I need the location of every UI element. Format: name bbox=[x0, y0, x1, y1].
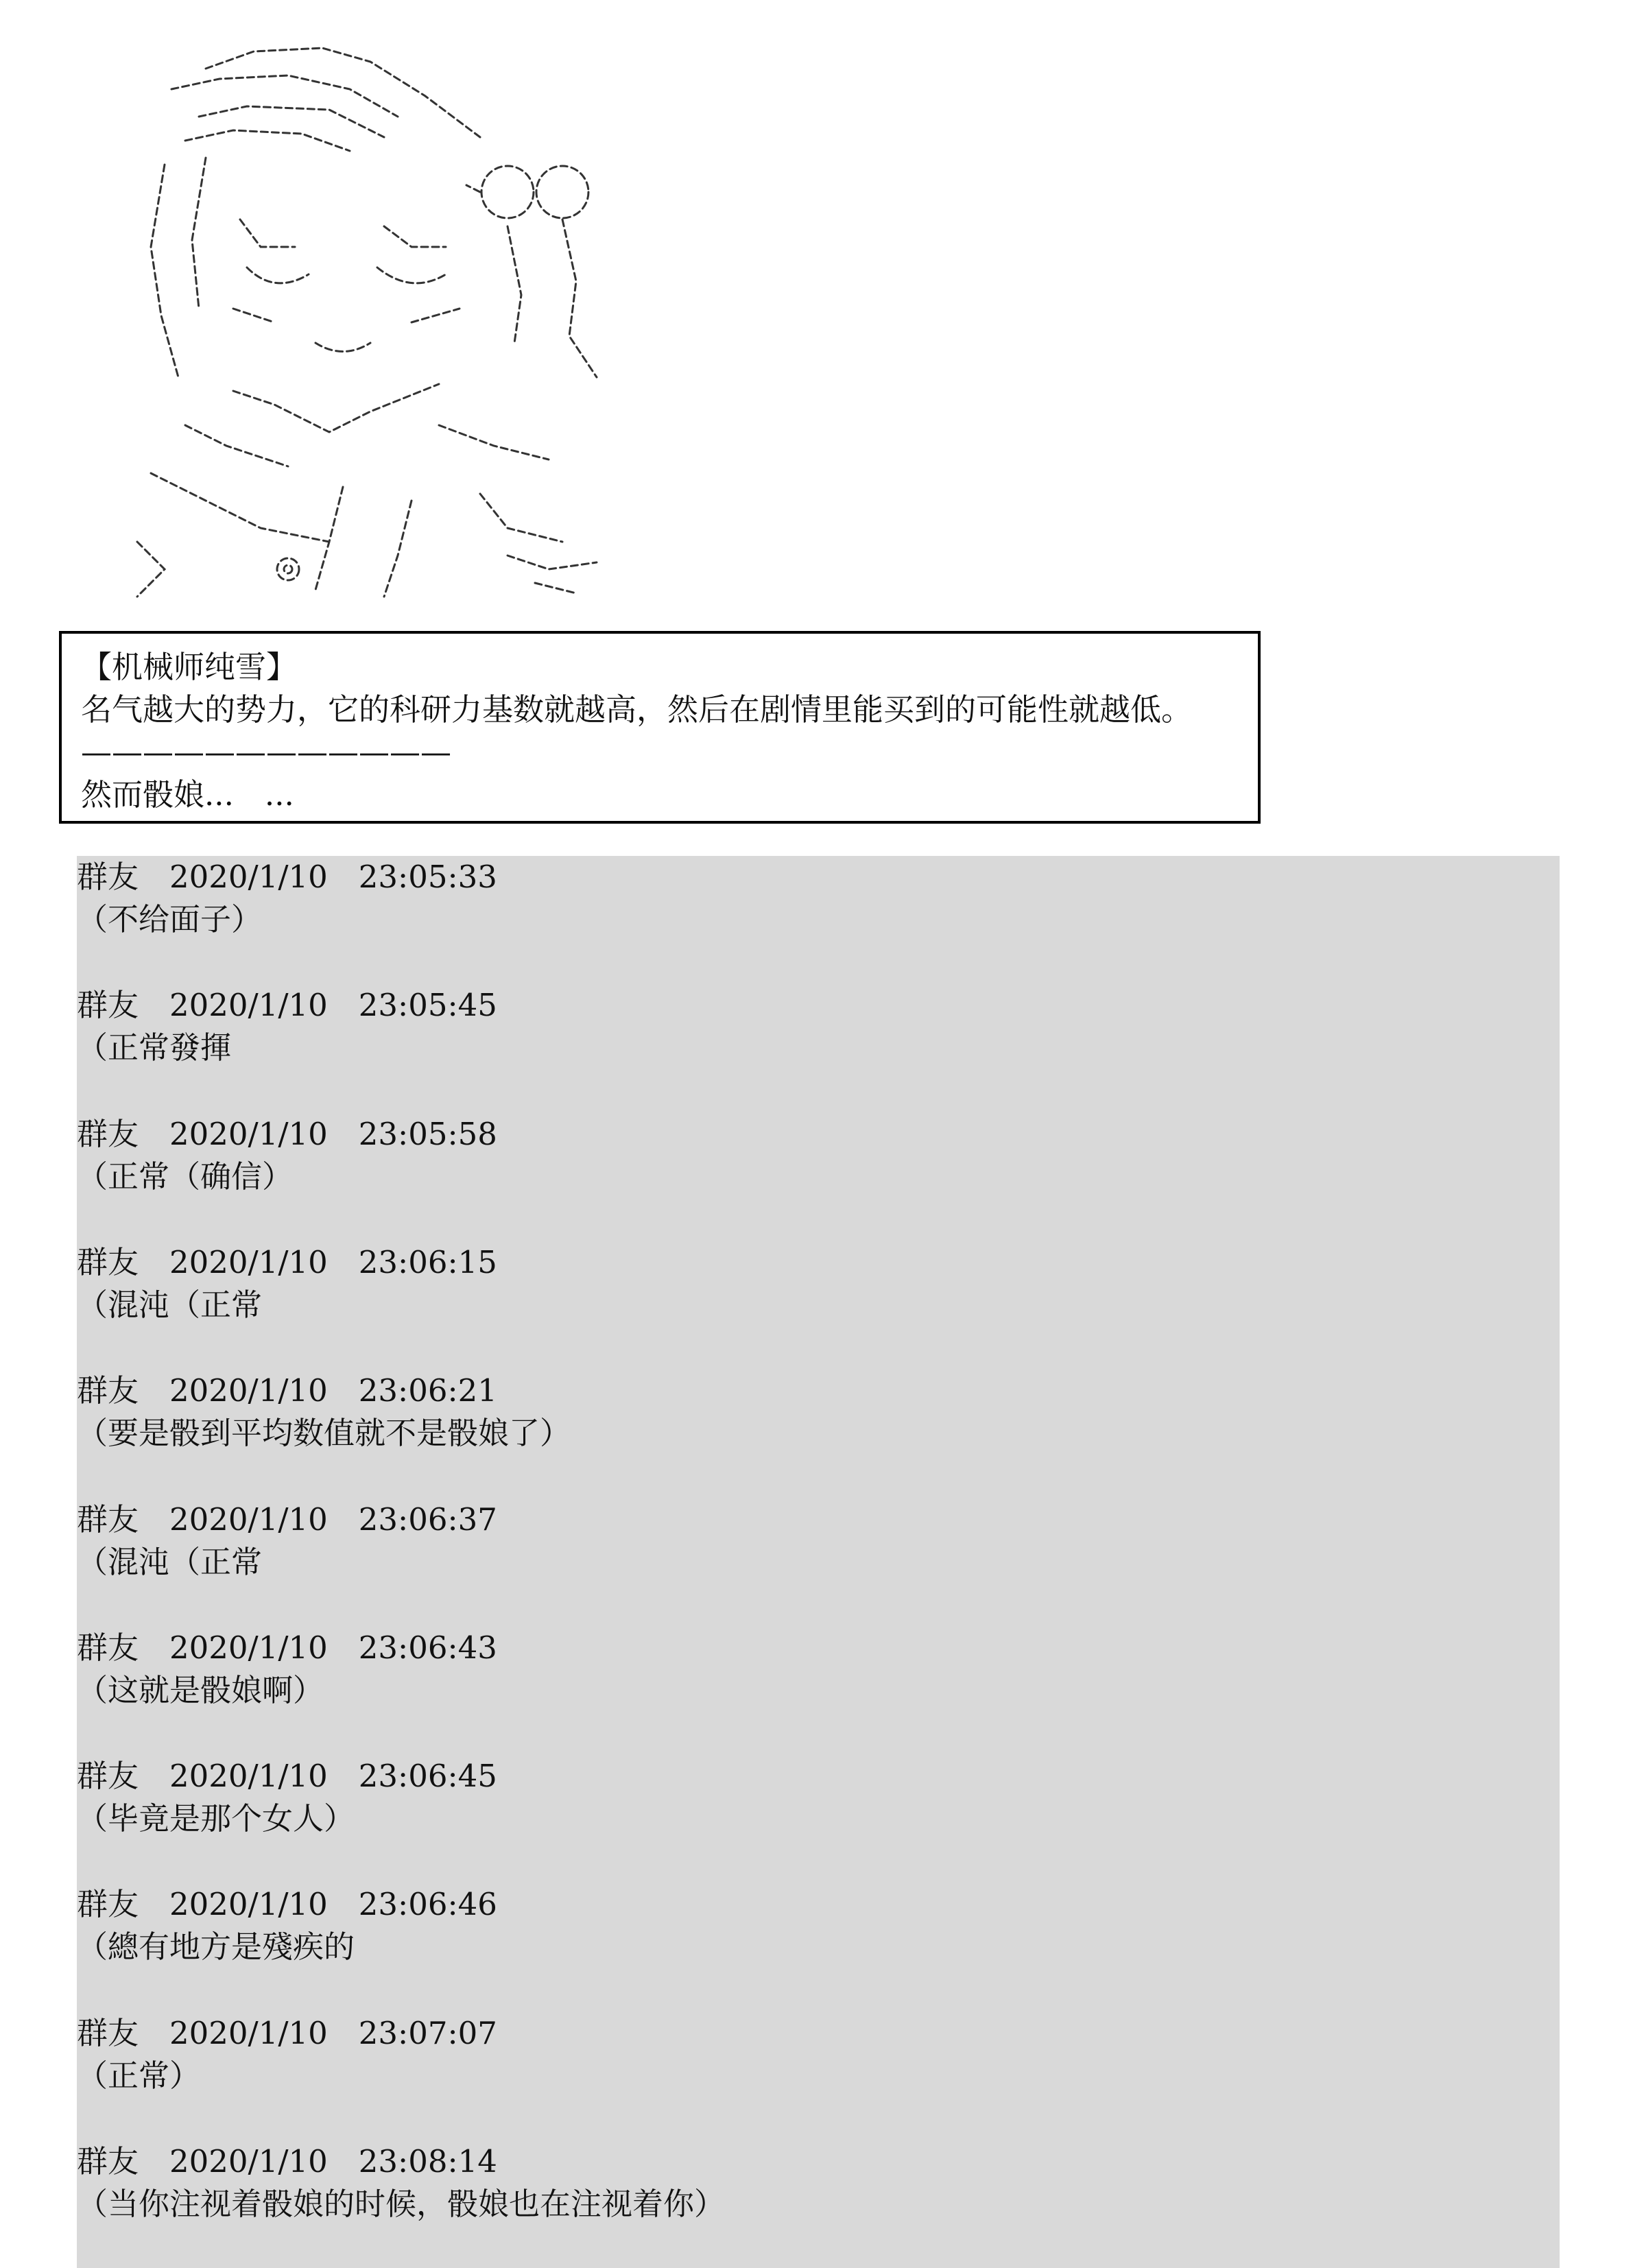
chat-time: 23:07:07 bbox=[358, 2015, 497, 2051]
chat-message: （混沌（正常 bbox=[77, 1544, 263, 1580]
chat-entry bbox=[77, 1883, 1560, 1972]
dialog-text-ellipsis: 然而骰娘... ... bbox=[81, 776, 294, 813]
chat-entry-header bbox=[77, 1883, 1560, 1926]
chat-time: 23:06:43 bbox=[358, 1630, 497, 1666]
dialog-box bbox=[59, 631, 1261, 824]
chat-username: 群友 bbox=[77, 2143, 139, 2180]
chat-entry bbox=[77, 1370, 1560, 1459]
chat-time: 23:05:45 bbox=[358, 987, 497, 1023]
chat-entry bbox=[77, 2012, 1560, 2101]
chat-entry bbox=[77, 1627, 1560, 1716]
chat-entry-header bbox=[77, 1113, 1560, 1156]
chat-time: 23:06:21 bbox=[358, 1372, 497, 1409]
chat-entry bbox=[77, 1499, 1560, 1588]
chat-entry bbox=[77, 1241, 1560, 1330]
chat-message: （正常發揮 bbox=[77, 1029, 232, 1066]
chat-entry-header bbox=[77, 1241, 1560, 1284]
chat-entry-header bbox=[77, 984, 1560, 1027]
chat-time: 23:08:14 bbox=[358, 2143, 497, 2180]
chat-message: （要是骰到平均数值就不是骰娘了） bbox=[77, 1415, 571, 1451]
chat-date: 2020/1/10 bbox=[169, 987, 328, 1023]
chat-message: （当你注视着骰娘的时候，骰娘也在注视着你） bbox=[77, 2186, 726, 2222]
chat-username: 群友 bbox=[77, 987, 139, 1023]
ascii-art-illustration bbox=[123, 21, 604, 600]
chat-entry bbox=[77, 984, 1560, 1073]
chat-entry bbox=[77, 1113, 1560, 1202]
chat-username: 群友 bbox=[77, 2015, 139, 2051]
chat-entry-header bbox=[77, 1370, 1560, 1412]
chat-time: 23:05:33 bbox=[358, 859, 497, 895]
chat-entry-header bbox=[77, 856, 1560, 898]
chat-entry bbox=[77, 856, 1560, 945]
chat-username: 群友 bbox=[77, 1886, 139, 1922]
chat-time: 23:06:45 bbox=[358, 1758, 497, 1794]
chat-username: 群友 bbox=[77, 1244, 139, 1280]
chat-username: 群友 bbox=[77, 1630, 139, 1666]
chat-entry-header bbox=[77, 1627, 1560, 1669]
chat-username: 群友 bbox=[77, 1501, 139, 1538]
chat-message: （不给面子） bbox=[77, 901, 263, 938]
chat-username: 群友 bbox=[77, 859, 139, 895]
chat-message: （这就是骰娘啊） bbox=[77, 1672, 324, 1708]
chat-time: 23:06:46 bbox=[358, 1886, 497, 1922]
chat-log-panel bbox=[77, 856, 1560, 2268]
speaker-name: 【机械师纯雪】 bbox=[81, 649, 298, 685]
chat-username: 群友 bbox=[77, 1372, 139, 1409]
chat-username: 群友 bbox=[77, 1758, 139, 1794]
chat-entry-header bbox=[77, 2140, 1560, 2183]
chat-date: 2020/1/10 bbox=[169, 1116, 328, 1152]
chat-entry bbox=[77, 2140, 1560, 2230]
chat-date: 2020/1/10 bbox=[169, 1758, 328, 1794]
chat-date: 2020/1/10 bbox=[169, 2143, 328, 2180]
chat-date: 2020/1/10 bbox=[169, 1630, 328, 1666]
chat-entry-header bbox=[77, 1499, 1560, 1541]
chat-message: （正常（确信） bbox=[77, 1158, 294, 1195]
chat-date: 2020/1/10 bbox=[169, 1244, 328, 1280]
dialog-text: 名气越大的势力，它的科研力基数就越高，然后在剧情里能买到的可能性就越低。 bbox=[81, 691, 1193, 728]
chat-date: 2020/1/10 bbox=[169, 859, 328, 895]
chat-message: （混沌（正常 bbox=[77, 1287, 263, 1323]
chat-date: 2020/1/10 bbox=[169, 2015, 328, 2051]
dialog-divider: ———————————— bbox=[81, 734, 451, 770]
chat-date: 2020/1/10 bbox=[169, 1886, 328, 1922]
chat-username: 群友 bbox=[77, 1116, 139, 1152]
chat-date: 2020/1/10 bbox=[169, 1372, 328, 1409]
chat-time: 23:06:37 bbox=[358, 1501, 497, 1538]
chat-entry bbox=[77, 1755, 1560, 1844]
chat-message: （總有地方是殘疾的 bbox=[77, 1929, 355, 1965]
chat-time: 23:06:15 bbox=[358, 1244, 497, 1280]
chat-message: （毕竟是那个女人） bbox=[77, 1800, 355, 1837]
chat-time: 23:05:58 bbox=[358, 1116, 497, 1152]
chat-message: （正常） bbox=[77, 2057, 201, 2094]
chat-date: 2020/1/10 bbox=[169, 1501, 328, 1538]
chat-entry-header bbox=[77, 1755, 1560, 1798]
chat-entry-header bbox=[77, 2012, 1560, 2055]
